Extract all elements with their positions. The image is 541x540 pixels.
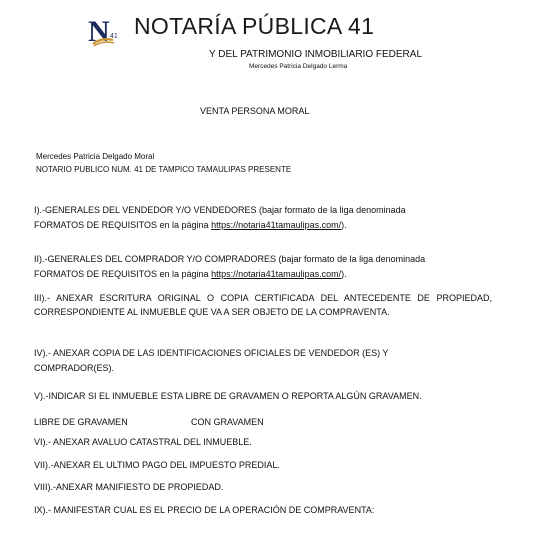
section-2 [34,252,425,282]
addressee-name: Mercedes Patricia Delgado Moral [36,152,155,161]
option-with-lien: CON GRAVAMEN [191,417,264,427]
option-free-of-lien: LIBRE DE GRAVAMEN [34,417,128,427]
logo-letter: N [88,15,110,48]
section-7: VII).-ANEXAR EL ULTIMO PAGO DEL IMPUESTO PREDIAL. [34,460,280,470]
section-4 [34,346,388,376]
section-9: IX).- MANIFESTAR CUAL ES EL PRECIO DE LA OPERACIÓN DE COMPRAVENTA: [34,505,375,515]
section-1-line1: I).-GENERALES DEL VENDEDOR Y/O VENDEDORES (bajar formato de la liga denominada [34,205,406,215]
section-8: VIII).-ANEXAR MANIFIESTO DE PROPIEDAD. [34,482,224,492]
section-2-line2: FORMATOS DE REQUISITOS en la página https://notaria41tamaulipas.com/). [34,269,347,279]
notary-name: Mercedes Patricia Delgado Lerma [249,63,348,70]
section-3: III).- ANEXAR ESCRITURA ORIGINAL O COPIA CERTIFICADA DEL ANTECEDENTE DE PROPIEDAD, CORRESPONDIENTE AL INMUEBLE QUE VA A SER OBJETO DE LA COMPRAVENTA. [34,293,492,317]
section-1 [34,203,406,233]
section-6: VI).- ANEXAR AVALUO CATASTRAL DEL INMUEBLE. [34,437,252,447]
website-link[interactable]: https://notaria41tamaulipas.com/ [211,269,342,279]
document-type: VENTA PERSONA MORAL [200,106,310,116]
addressee-office: NOTARIO PUBLICO NUM. 41 DE TAMPICO TAMAULIPAS PRESENTE [36,165,292,174]
notary-logo [88,14,122,48]
section-4-line1: IV).- ANEXAR COPIA DE LAS IDENTIFICACIONES OFICIALES DE VENDEDOR (ES) Y [34,348,389,358]
logo-number: 41 [110,33,118,40]
website-link[interactable]: https://notaria41tamaulipas.com/ [211,220,342,230]
section-2-line1: II).-GENERALES DEL COMPRADOR Y/O COMPRADORES (bajar formato de la liga denominada [34,254,426,264]
section-1-line2: FORMATOS DE REQUISITOS en la página https://notaria41tamaulipas.com/). [34,220,347,230]
section-5: V).-INDICAR SI EL INMUEBLE ESTA LIBRE DE GRAVAMEN O REPORTA ALGÚN GRAVAMEN. [34,391,422,401]
page-title: NOTARÍA PÚBLICA 41 [134,13,375,39]
page-subtitle: Y DEL PATRIMONIO INMOBILIARIO FEDERAL [209,49,423,60]
section-4-line2: COMPRADOR(ES). [34,363,115,373]
